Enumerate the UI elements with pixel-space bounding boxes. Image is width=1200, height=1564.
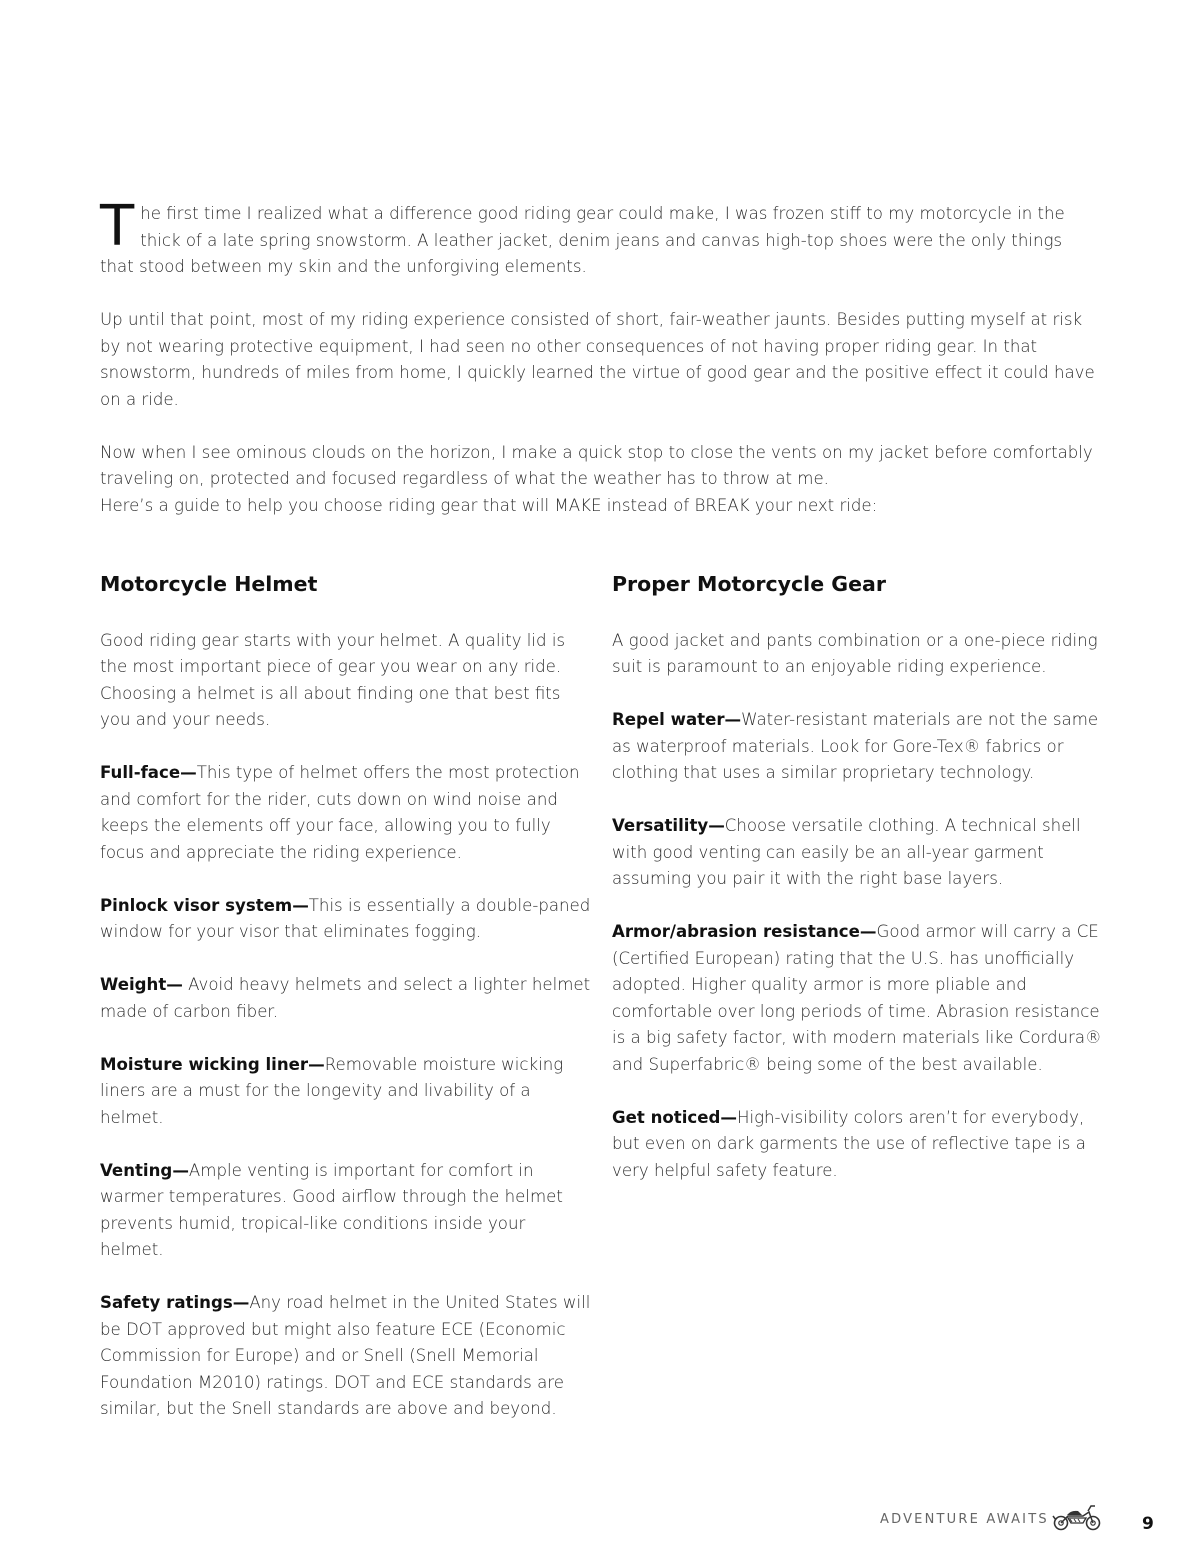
helmet-item-term: Full-face— bbox=[100, 763, 197, 782]
gear-heading: Proper Motorcycle Gear bbox=[612, 572, 886, 596]
page-number: 9 bbox=[1142, 1514, 1154, 1534]
gear-section bbox=[612, 567, 1104, 1211]
intro-paragraph-3 bbox=[100, 440, 1100, 520]
helmet-item bbox=[100, 893, 592, 946]
gear-item-term: Get noticed— bbox=[612, 1107, 737, 1127]
drop-cap: T bbox=[100, 194, 135, 259]
gear-item-text: Water-resistant materials are not the same as waterproof materials. Look for Gore-Tex® fabrics or clothing that uses a similar proprietary technology. bbox=[612, 710, 1099, 782]
helmet-item bbox=[100, 1290, 592, 1423]
intro-paragraph-2: Up until that point, most of my riding experience consisted of short, fair-weather jaunts. Besides putting myself at risk by not wearing protective equipment, I had seen no other consequences of not having proper riding gear. In that snowstorm, hundreds of miles from home, I quickly learned the virtue of good gear and the positive effect it could have on a ride. bbox=[100, 310, 1095, 409]
gear-intro: A good jacket and pants combination or a one-piece riding suit is paramount to an enjoyable riding experience. bbox=[612, 630, 1098, 676]
helmet-item bbox=[100, 1052, 592, 1132]
helmet-intro: Good riding gear starts with your helmet. A quality lid is the most important piece of gear you wear on any ride. Choosing a helmet is all about finding one that best fits you and your needs. bbox=[100, 630, 566, 729]
gear-item-term: Versatility— bbox=[612, 816, 725, 835]
helmet-item-term: Venting— bbox=[100, 1160, 189, 1180]
intro bbox=[100, 194, 1100, 546]
intro-text-3a: Now when I see ominous clouds on the horizon, I make a quick stop to close the vents on my jacket before comfortably traveling on, protected and focused regardless of what the weather has to throw at me. bbox=[100, 442, 1093, 488]
gear-item-text: High-visibility colors aren’t for everybody, but even on dark garments the use of reflective tape is a very helpful safety feature. bbox=[612, 1107, 1086, 1180]
helmet-item bbox=[100, 972, 592, 1025]
gear-item bbox=[612, 919, 1104, 1078]
intro-paragraph-1 bbox=[100, 194, 1100, 281]
helmet-item-text: Removable moisture wicking liners are a must for the longevity and livability of a helmet. bbox=[100, 1054, 564, 1127]
gear-item-text: Good armor will carry a CE (Certified European) rating that the U.S. has unofficially adopted. Higher quality armor is more pliable and comfortable over long periods of time. Abrasion resistance is a big safety factor, with modern materials like Cordura® and Superfabric® being some of the best available. bbox=[612, 922, 1102, 1074]
motorcycle-icon bbox=[1052, 1502, 1102, 1532]
helmet-item bbox=[100, 1158, 592, 1264]
gear-item bbox=[612, 1105, 1104, 1185]
intro-text-3b: Here’s a guide to help you choose riding gear that will MAKE instead of BREAK your next ride: bbox=[100, 495, 878, 515]
footer-label: ADVENTURE AWAITS bbox=[880, 1512, 1049, 1527]
helmet-item-text: This is essentially a double-paned window for your visor that eliminates fogging. bbox=[100, 895, 591, 941]
helmet-section bbox=[100, 567, 592, 1449]
gear-item-term: Armor/abrasion resistance— bbox=[612, 922, 877, 941]
helmet-item bbox=[100, 760, 592, 866]
helmet-item-term: Weight— bbox=[100, 975, 183, 994]
helmet-item-term: Pinlock visor system— bbox=[100, 895, 309, 915]
helmet-item-text: Avoid heavy helmets and select a lighter helmet made of carbon fiber. bbox=[100, 975, 591, 1021]
helmet-item-text: Ample venting is important for comfort in warmer temperatures. Good airflow through the helmet prevents humid, tropical-like conditions inside your helmet. bbox=[100, 1160, 563, 1259]
gear-item bbox=[612, 707, 1104, 787]
helmet-item-term: Moisture wicking liner— bbox=[100, 1054, 325, 1074]
gear-item-term: Repel water— bbox=[612, 710, 742, 729]
helmet-heading: Motorcycle Helmet bbox=[100, 572, 318, 596]
gear-item-text: Choose versatile clothing. A technical shell with good venting can easily be an all-year garment assuming you pair it with the right base layers. bbox=[612, 816, 1081, 888]
helmet-item-text: This type of helmet offers the most protection and comfort for the rider, cuts down on wind noise and keeps the elements off your face, allowing you to fully focus and appreciate the riding experience. bbox=[100, 763, 580, 862]
page-footer bbox=[840, 1502, 1160, 1542]
helmet-item-text: Any road helmet in the United States will be DOT approved but might also feature ECE (Economic Commission for Europe) and or Snell (Snell Memorial Foundation M2010) ratings. DOT and ECE standards are similar, but the Snell standards are above and beyond. bbox=[100, 1293, 591, 1418]
intro-text-1: he first time I realized what a difference good riding gear could make, I was frozen stiff to my motorcycle in the thick of a late spring snowstorm. A leather jacket, denim jeans and canvas high-top shoes were the only things that stood between my skin and the unforgiving elements. bbox=[100, 204, 1065, 276]
helmet-item-term: Safety ratings— bbox=[100, 1293, 250, 1312]
gear-item bbox=[612, 813, 1104, 893]
